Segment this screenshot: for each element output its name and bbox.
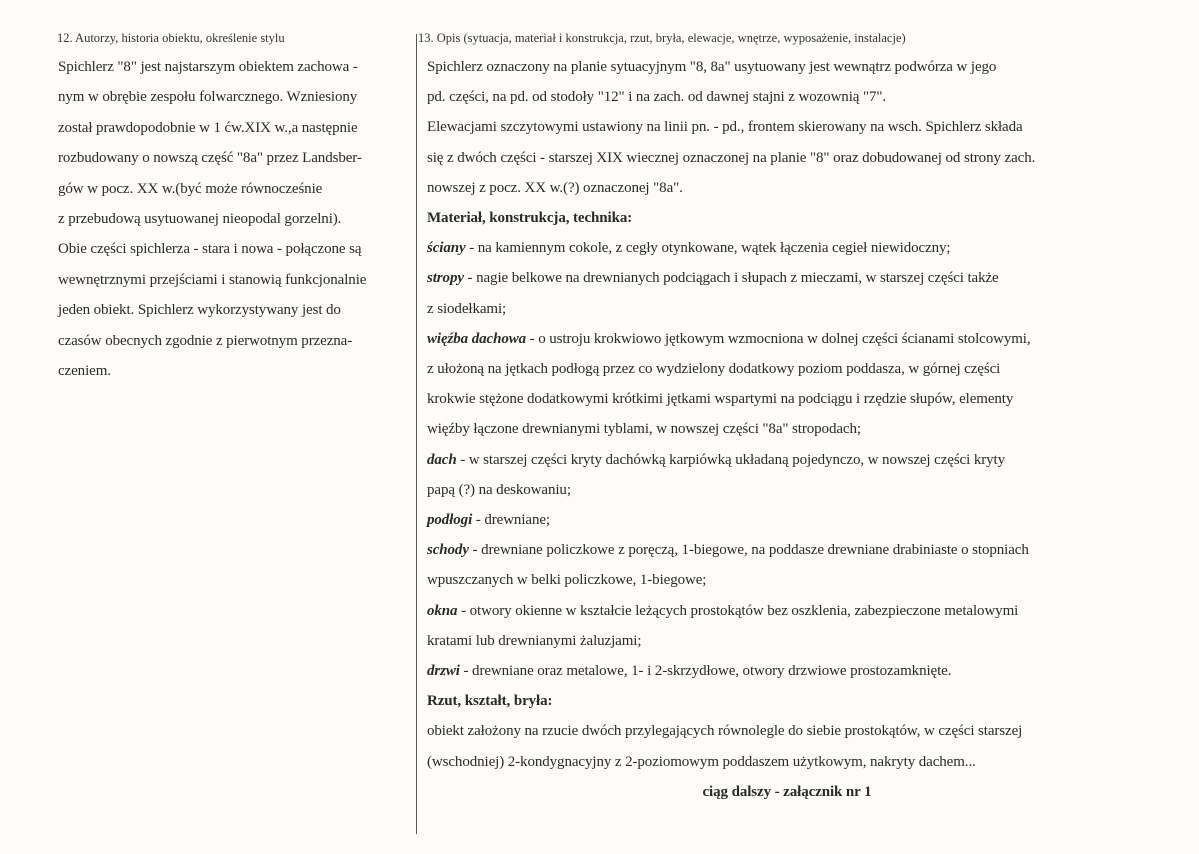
text-line: wewnętrznymi przejściami i stanowią funkcjonalnie bbox=[58, 271, 367, 288]
text-line: czasów obecnych zgodnie z pierwotnym przezna- bbox=[58, 332, 353, 349]
entry-term: okna bbox=[427, 602, 458, 619]
column-divider bbox=[416, 34, 417, 834]
entry-term: stropy bbox=[427, 270, 464, 287]
entry-roof bbox=[427, 445, 1187, 475]
entry-term: schody bbox=[427, 542, 469, 559]
entry-term: drzwi bbox=[427, 663, 460, 680]
text-line: Spichlerz "8" jest najstarszym obiektem zachowa - bbox=[58, 59, 358, 75]
entry-term: więźba dachowa bbox=[427, 330, 527, 347]
entry-text: - w starszej części kryty dachówką karpiówką układaną pojedynczo, w nowszej części kryty bbox=[456, 451, 1005, 468]
entry-walls bbox=[427, 233, 1187, 263]
text-line: więźby łączone drewnianymi tyblami, w nowszej części "8a" stropodach; bbox=[427, 421, 861, 438]
entry-ceilings bbox=[427, 263, 1187, 293]
section-12-heading: 12. Autorzy, historia obiektu, określenie stylu bbox=[57, 31, 285, 45]
section-13-heading: 13. Opis (sytuacja, materiał i konstrukcja, rzut, bryła, elewacje, wnętrze, wyposażenie, instalacje) bbox=[418, 31, 906, 45]
text-line: się z dwóch części - starszej XIX wiecznej oznaczonej na planie "8" oraz dobudowanej od strony zach. bbox=[427, 149, 1036, 166]
text-line: nowszej z pocz. XX w.(?) oznaczonej "8a". bbox=[427, 179, 683, 196]
text-line: kratami lub drewnianymi żaluzjami; bbox=[427, 632, 642, 649]
entry-doors bbox=[427, 656, 1187, 686]
entry-term: dach bbox=[427, 451, 457, 468]
text-line: (wschodniej) 2-kondygnacyjny z 2-poziomowym poddaszem użytkowym, nakryty dachem... bbox=[427, 753, 976, 770]
text-line: z siodełkami; bbox=[427, 300, 507, 317]
entry-floors bbox=[427, 505, 1187, 535]
section-12 bbox=[58, 28, 408, 386]
text-line: Obie części spichlerza - stara i nowa - połączone są bbox=[58, 241, 362, 258]
entry-term: ściany bbox=[427, 240, 466, 257]
continued-note: ciąg dalszy - załącznik nr 1 bbox=[702, 783, 872, 800]
subsection-heading-plan: Rzut, kształt, bryła: bbox=[427, 693, 553, 710]
section-13-body bbox=[427, 52, 1187, 807]
text-line: krokwie stężone dodatkowymi krótkimi jętkami wspartymi na podciągu i rzędzie słupów, elementy bbox=[427, 391, 1014, 408]
section-13 bbox=[418, 28, 1187, 807]
entry-text: - drewniane; bbox=[472, 512, 550, 529]
entry-text: - otwory okienne w kształcie leżących prostokątów bez oszklenia, zabezpieczone metalowymi bbox=[457, 602, 1019, 619]
text-line: gów w pocz. XX w.(być może równocześnie bbox=[58, 180, 323, 197]
text-line: nym w obrębie zespołu folwarcznego. Wzniesiony bbox=[58, 89, 358, 106]
subsection-heading-material: Materiał, konstrukcja, technika: bbox=[427, 210, 633, 227]
text-line: Spichlerz oznaczony na planie sytuacyjnym "8, 8a" usytuowany jest wewnątrz podwórza w jego bbox=[427, 59, 997, 75]
text-line: pd. części, na pd. od stodoły "12" i na zach. od dawnej stajni z wozownią "7". bbox=[427, 89, 887, 106]
entry-text: - nagie belkowe na drewnianych podciągach i słupach z mieczami, w starszej części także bbox=[463, 270, 999, 287]
entry-term: podłogi bbox=[427, 512, 473, 529]
text-line: został prawdopodobnie w 1 ćw.XIX w.,a następnie bbox=[58, 119, 358, 136]
text-line: rozbudowany o nowszą część "8a" przez Landsber- bbox=[58, 150, 362, 167]
text-line: obiekt założony na rzucie dwóch przylegających równolegle do siebie prostokątów, w części starszej bbox=[427, 723, 1023, 740]
text-line: papą (?) na deskowaniu; bbox=[427, 481, 571, 498]
entry-windows bbox=[427, 596, 1187, 626]
text-line: z ułożoną na jętkach podłogą przez co wydzielony dodatkowy poziom poddasza, w górnej części bbox=[427, 361, 1001, 378]
text-line: wpuszczanych w belki policzkowe, 1-biegowe; bbox=[427, 572, 707, 589]
text-line: Elewacjami szczytowymi ustawiony na linii pn. - pd., frontem skierowany na wsch. Spichlerz składa bbox=[427, 119, 1023, 136]
entry-text: - na kamiennym cokole, z cegły otynkowane, wątek łączenia cegieł niewidoczny; bbox=[465, 240, 951, 257]
text-line: z przebudową usytuowanej nieopodal gorzelni). bbox=[58, 211, 342, 228]
entry-text: - drewniane policzkowe z poręczą, 1-biegowe, na poddasze drewniane drabiniaste o stopniach bbox=[468, 542, 1029, 559]
entry-text: - o ustroju krokwiowo jętkowym wzmocniona w dolnej części ścianami stolcowymi, bbox=[526, 330, 1031, 347]
text-line: jeden obiekt. Spichlerz wykorzystywany jest do bbox=[58, 302, 341, 319]
text-line: czeniem. bbox=[58, 363, 111, 380]
entry-truss bbox=[427, 324, 1187, 354]
entry-text: - drewniane oraz metalowe, 1- i 2-skrzydłowe, otwory drzwiowe prostozamknięte. bbox=[459, 663, 952, 680]
entry-stairs bbox=[427, 535, 1187, 565]
section-12-body bbox=[58, 52, 408, 386]
